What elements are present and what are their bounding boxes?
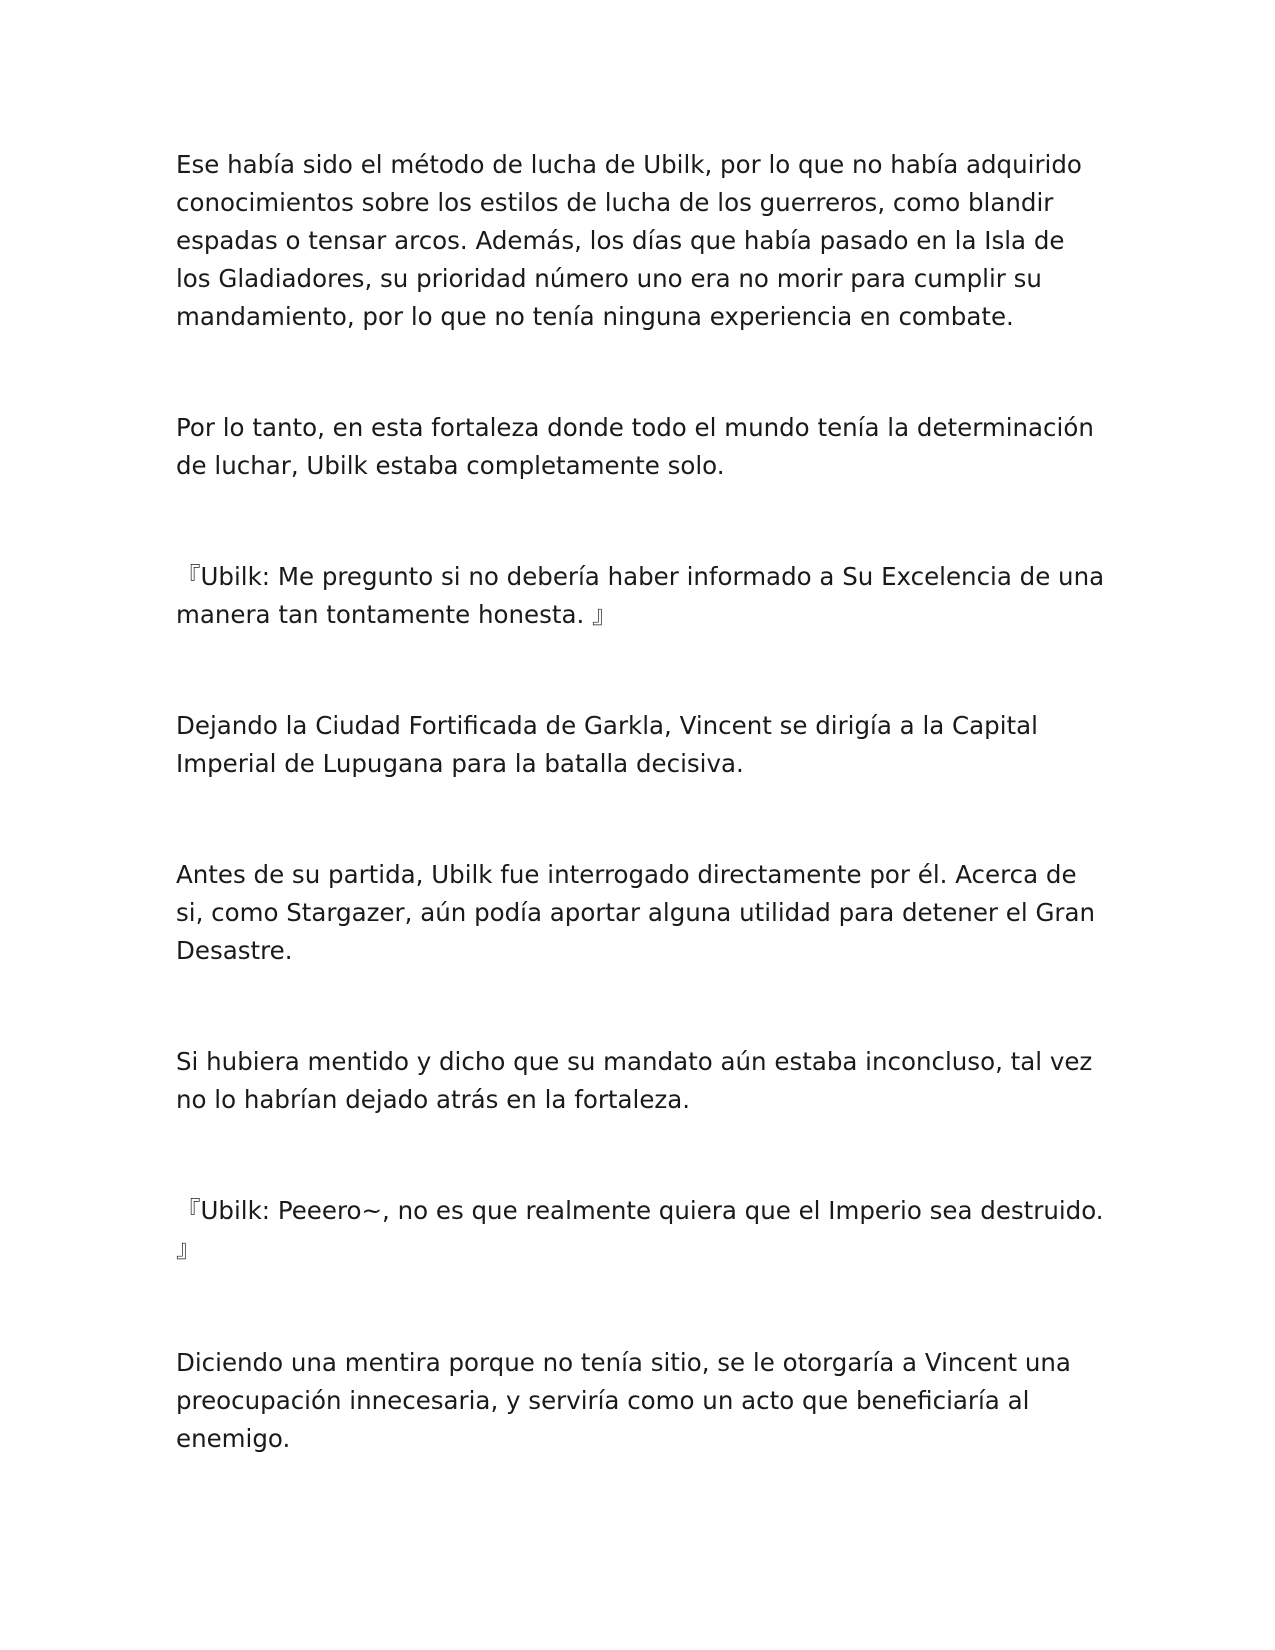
document-body: [176, 146, 1106, 1458]
paragraph-1: Ese había sido el método de lucha de Ubilk, por lo que no había adquirido conocimientos sobre los estilos de lucha de los guerreros, como blandir espadas o tensar arcos. Además, los días que había pasado en la Isla de los Gladiadores, su prioridad número uno era no morir para cumplir su mandamiento, por lo que no tenía ninguna experiencia en combate.: [176, 150, 1082, 331]
paragraph-5: Si hubiera mentido y dicho que su mandato aún estaba inconcluso, tal vez no lo habrían dejado atrás en la fortaleza.: [176, 1047, 1093, 1114]
paragraph-2: Por lo tanto, en esta fortaleza donde todo el mundo tenía la determinación de luchar, Ubilk estaba completamente solo.: [176, 413, 1094, 480]
paragraph-4: Antes de su partida, Ubilk fue interrogado directamente por él. Acerca de si, como Stargazer, aún podía aportar alguna utilidad para detener el Gran Desastre.: [176, 860, 1096, 965]
dialogue-2: 『Ubilk: Peeero~, no es que realmente quiera que el Imperio sea destruido. 』: [176, 1196, 1104, 1263]
dialogue-1: 『Ubilk: Me pregunto si no debería haber informado a Su Excelencia de una manera tan tontamente honesta. 』: [176, 562, 1105, 629]
paragraph-3: Dejando la Ciudad Fortificada de Garkla, Vincent se dirigía a la Capital Imperial de Lupugana para la batalla decisiva.: [176, 711, 1038, 778]
paragraph-6: Diciendo una mentira porque no tenía sitio, se le otorgaría a Vincent una preocupación innecesaria, y serviría como un acto que beneficiaría al enemigo.: [176, 1348, 1071, 1453]
